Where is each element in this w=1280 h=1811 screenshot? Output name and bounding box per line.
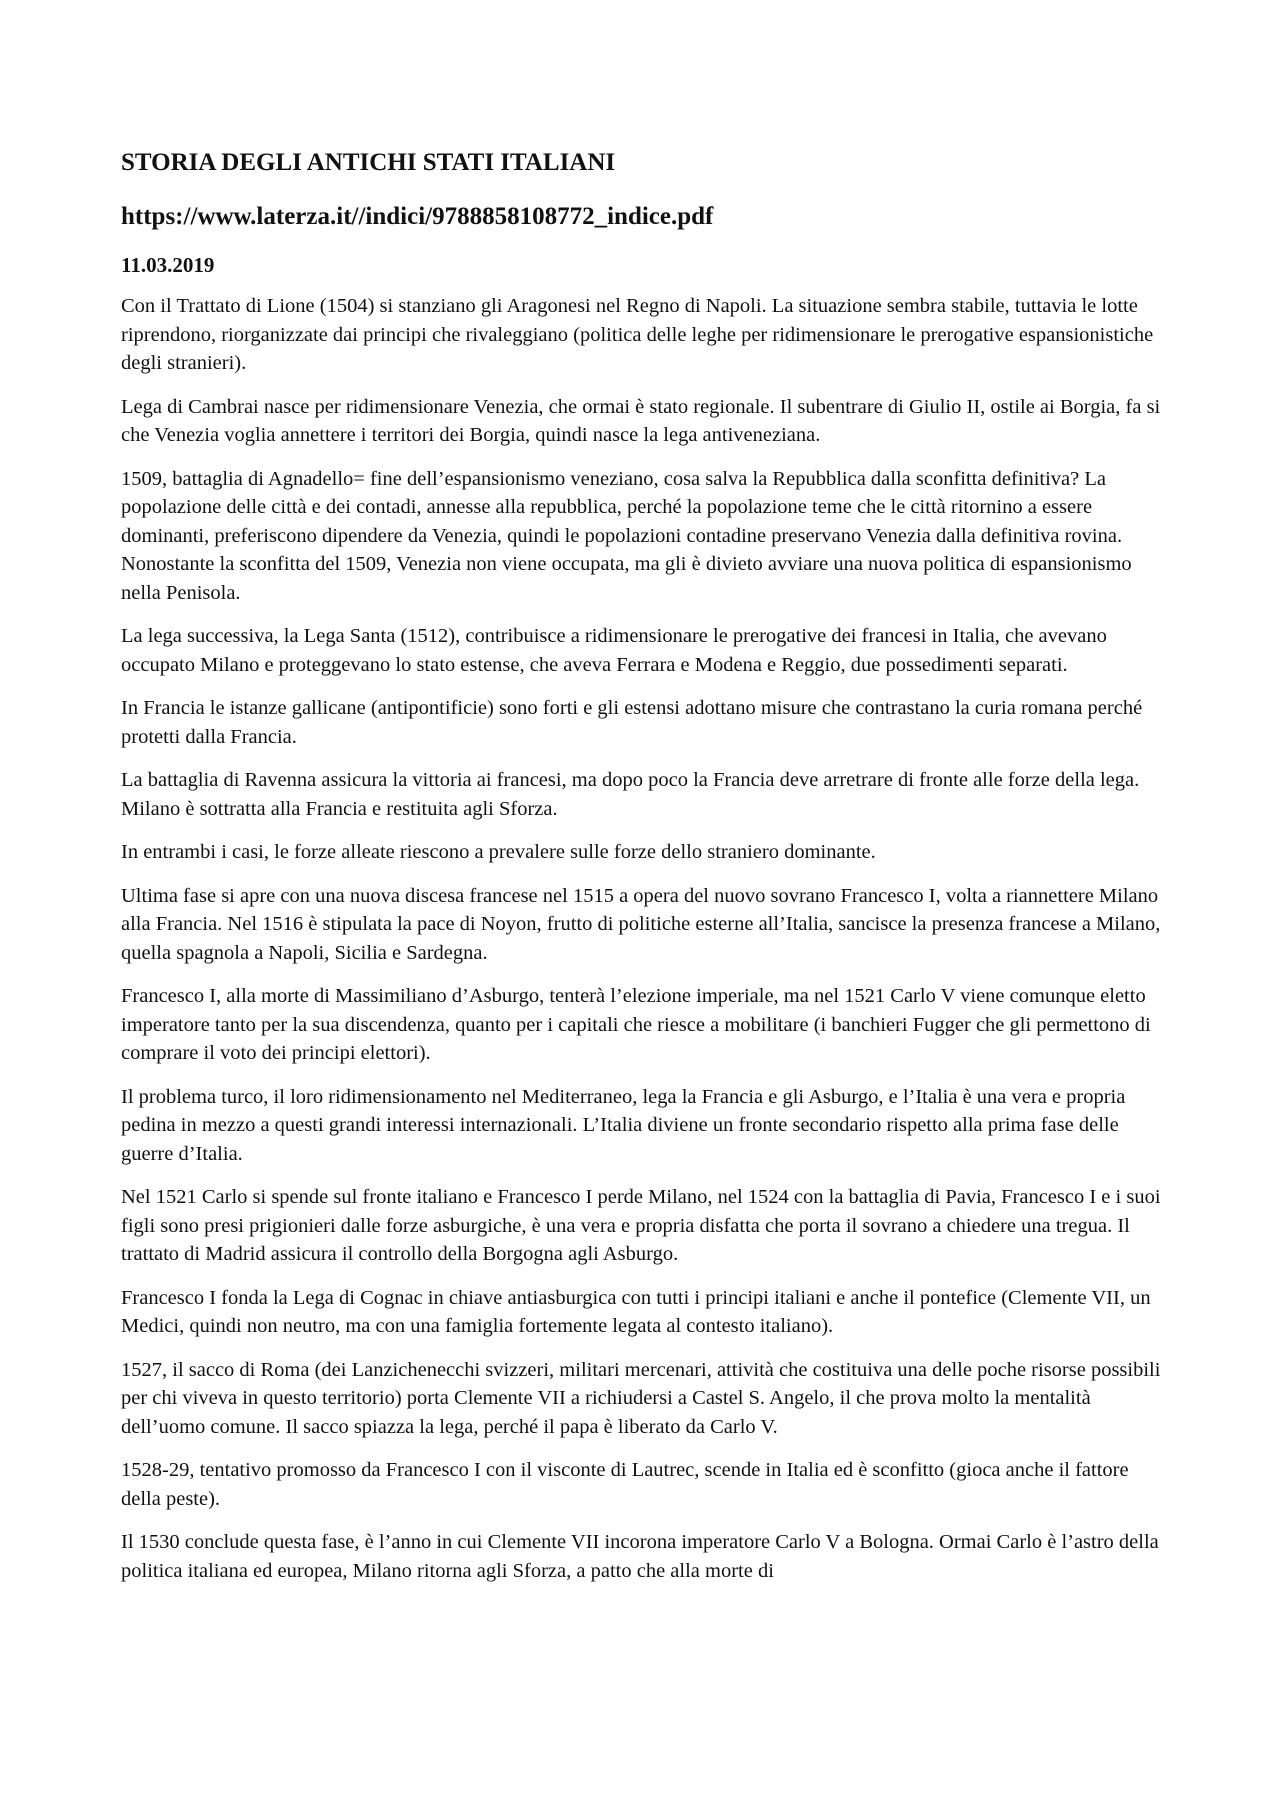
paragraph: Francesco I, alla morte di Massimiliano d’Asburgo, tenterà l’elezione imperiale, ma nel 1521 Carlo V viene comunque eletto imperatore tanto per la sua discendenza, quanto per i capitali che riesce a mobilitare (i banchieri Fugger che gli permettono di comprare il voto dei principi elettori).	[121, 985, 1151, 1064]
document-page	[121, 146, 1166, 1600]
paragraph: 1528-29, tentativo promosso da Francesco I con il visconte di Lautrec, scende in Italia ed è sconfitto (gioca anche il fattore della peste).	[121, 1459, 1129, 1510]
paragraph: La battaglia di Ravenna assicura la vittoria ai francesi, ma dopo poco la Francia deve arretrare di fronte alle forze della lega. Milano è sottratta alla Francia e restituita agli Sforza.	[121, 769, 1140, 820]
paragraph: Francesco I fonda la Lega di Cognac in chiave antiasburgica con tutti i principi italiani e anche il pontefice (Clemente VII, un Medici, quindi non neutro, ma con una famiglia fortemente legata al contesto italiano).	[121, 1286, 1151, 1337]
paragraph: Il 1530 conclude questa fase, è l’anno in cui Clemente VII incorona imperatore Carlo V a Bologna. Ormai Carlo è l’astro della politica italiana ed europea, Milano ritorna agli Sforza, a patto che alla morte di	[121, 1531, 1159, 1582]
paragraph: Lega di Cambrai nasce per ridimensionare Venezia, che ormai è stato regionale. Il subentrare di Giulio II, ostile ai Borgia, fa si che Venezia voglia annettere i territori dei Borgia, quindi nasce la lega antiveneziana.	[121, 395, 1161, 446]
paragraph: 1527, il sacco di Roma (dei Lanzichenecchi svizzeri, militari mercenari, attività che costituiva una delle poche risorse possibili per chi viveva in questo territorio) porta Clemente VII a richiudersi a Castel S. Angelo, il che prova molto la mentalità dell’uomo comune. Il sacco spiazza la lega, perché il papa è liberato da Carlo V.	[121, 1358, 1161, 1438]
lecture-date: 11.03.2019	[121, 253, 215, 277]
body-text	[121, 292, 1166, 1585]
paragraph: La lega successiva, la Lega Santa (1512), contribuisce a ridimensionare le prerogative dei francesi in Italia, che avevano occupato Milano e proteggevano lo stato estense, che aveva Ferrara e Modena e Reggio, due possedimenti separati.	[121, 625, 1107, 676]
paragraph: In Francia le istanze gallicane (antipontificie) sono forti e gli estensi adottano misure che contrastano la curia romana perché protetti dalla Francia.	[121, 697, 1143, 748]
paragraph: 1509, battaglia di Agnadello= fine dell’espansionismo veneziano, cosa salva la Repubblica dalla sconfitta definitiva? La popolazione delle città e dei contadi, annesse alla repubblica, perché la popolazione teme che le città ritornino a essere dominanti, preferiscono dipendere da Venezia, quindi le popolazioni contadine preservano Venezia dalla definitiva rovina. Nonostante la sconfitta del 1509, Venezia non viene occupata, ma gli è divieto avviare una nuova politica di espansionismo nella Penisola.	[121, 467, 1132, 604]
paragraph: In entrambi i casi, le forze alleate riescono a prevalere sulle forze dello straniero dominante.	[121, 841, 876, 863]
paragraph: Con il Trattato di Lione (1504) si stanziano gli Aragonesi nel Regno di Napoli. La situazione sembra stabile, tuttavia le lotte riprendono, riorganizzate dai principi che rivaleggiano (politica delle leghe per ridimensionare le prerogative espansionistiche degli stranieri).	[121, 295, 1154, 374]
paragraph: Il problema turco, il loro ridimensionamento nel Mediterraneo, lega la Francia e gli Asburgo, e l’Italia è una vera e propria pedina in mezzo a questi grandi interessi internazionali. L’Italia diviene un fronte secondario rispetto alla prima fase delle guerre d’Italia.	[121, 1085, 1126, 1165]
paragraph: Nel 1521 Carlo si spende sul fronte italiano e Francesco I perde Milano, nel 1524 con la battaglia di Pavia, Francesco I e i suoi figli sono presi prigionieri dalle forze asburgiche, è una vera e propria disfatta che porta il sovrano a chiedere una tregua. Il trattato di Madrid assicura il controllo della Borgogna agli Asburgo.	[121, 1186, 1161, 1265]
source-url: https://www.laterza.it//indici/9788858108772_indice.pdf	[121, 203, 714, 230]
paragraph: Ultima fase si apre con una nuova discesa francese nel 1515 a opera del nuovo sovrano Francesco I, volta a riannettere Milano alla Francia. Nel 1516 è stipulata la pace di Noyon, frutto di politiche esterne all’Italia, sancisce la presenza francese a Milano, quella spagnola a Napoli, Sicilia e Sardegna.	[121, 884, 1161, 964]
document-title: STORIA DEGLI ANTICHI STATI ITALIANI	[121, 149, 616, 176]
